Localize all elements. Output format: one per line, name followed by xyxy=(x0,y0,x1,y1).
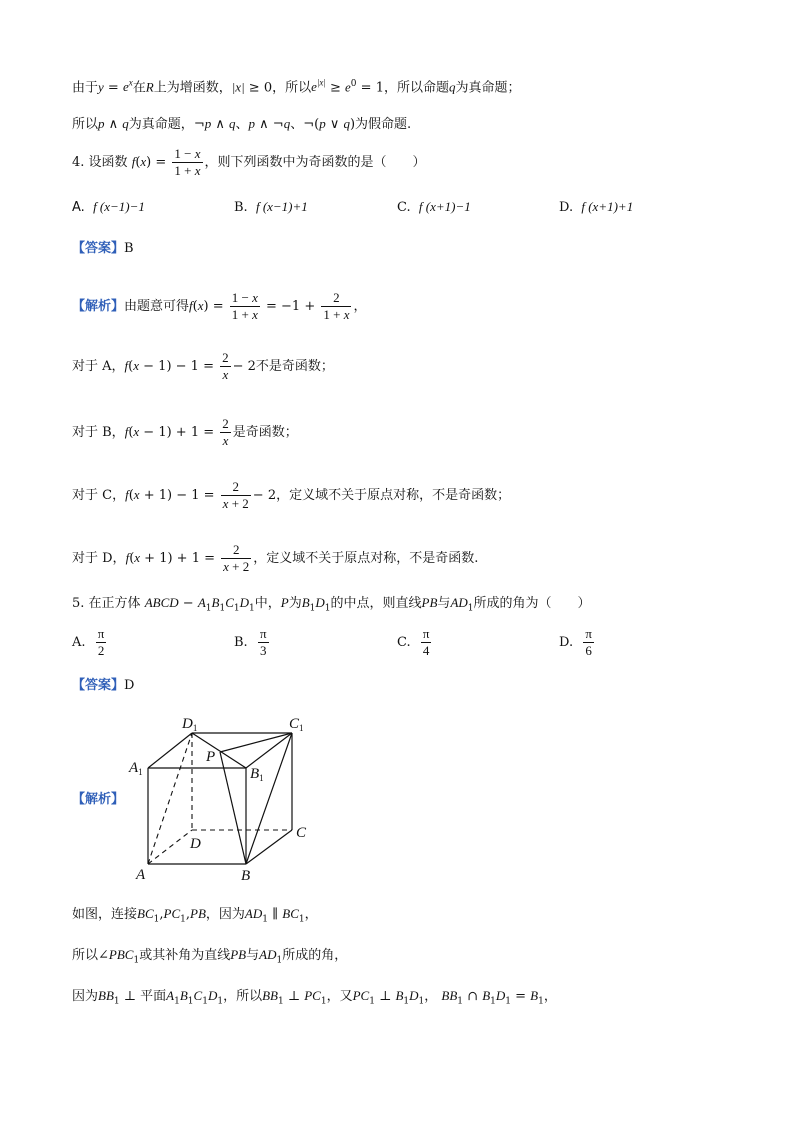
text: 或其补角为直线 xyxy=(139,948,231,963)
case-b: 对于 B，f(x − 1) + 1 = $\frac{2}{x}$ 是奇函数； xyxy=(72,416,298,448)
answer-4 xyxy=(72,240,134,258)
question-4: 4. 设函数 f(x) = $\frac{1 - x}{1 + x}$ ，则下列函数中为奇函数的是（ ） xyxy=(72,146,426,178)
label-b1: $B_1$ xyxy=(250,766,264,783)
label-c1: $C_1$ xyxy=(289,716,304,733)
question-number: 5. 在正方体 xyxy=(72,596,141,611)
text: 由题意可得 xyxy=(124,299,190,314)
option-d[interactable]: D. $\frac{\pi}{6}$ xyxy=(559,626,592,658)
fraction: $\frac{1 - x}{1 + x}$ xyxy=(174,146,201,178)
option-a[interactable]: A. $\frac{\pi}{2}$ xyxy=(72,626,105,658)
text: 所以 xyxy=(72,948,99,963)
text: ，所以 xyxy=(272,80,312,96)
text: 、 xyxy=(290,117,304,132)
option-d[interactable]: D. f (x+1)+1 xyxy=(559,199,634,215)
text: 不是奇函数； xyxy=(255,359,334,374)
solution-tag: 【解析】 xyxy=(72,299,125,314)
text: 因为 xyxy=(72,989,99,1004)
text: ，定义域不关于原点对称，不是奇函数. xyxy=(253,551,479,566)
text: ，所以命题 xyxy=(383,80,449,96)
text: 的中点，则直线 xyxy=(330,596,422,611)
text: 中， xyxy=(254,596,281,611)
text: 为真命题； xyxy=(455,80,521,96)
text: ， xyxy=(543,989,557,1004)
text: 与 xyxy=(437,596,451,611)
text: 所成的角为（ ） xyxy=(473,596,591,611)
answer-value: B xyxy=(124,241,134,256)
text: 为真命题， xyxy=(128,117,194,132)
text: 、 xyxy=(235,117,249,132)
case-a: 对于 A，f(x − 1) − 1 = $\frac{2}{x}$ − 2不是奇函数； xyxy=(72,350,334,382)
answer-5 xyxy=(72,677,134,695)
text: 对于 C， xyxy=(72,488,126,503)
option-c[interactable]: C. $\frac{\pi}{4}$ xyxy=(397,626,430,658)
answer-tag: 【答案】 xyxy=(72,241,125,256)
answer-value: D xyxy=(124,678,135,693)
solution-5-tag xyxy=(72,791,124,809)
answer-tag: 【答案】 xyxy=(72,678,125,693)
label-d1: $D_1$ xyxy=(182,716,198,733)
question-number: 4. 设函数 xyxy=(72,155,128,170)
option-b[interactable]: B. $\frac{\pi}{3}$ xyxy=(234,626,267,658)
text: 对于 A， xyxy=(72,359,125,374)
text: 对于 D， xyxy=(72,551,126,566)
case-c: 对于 C，f(x + 1) − 1 = $\frac{2}{x + 2}$ − 2，定义域不关于原点对称，不是奇函数； xyxy=(72,479,511,511)
text: 上为增函数， xyxy=(153,80,232,96)
connect-line: 如图，连接$BC_1,PC_1,PB$，因为$AD_1$ ∥ $BC_1$， xyxy=(72,906,318,925)
label-b: B xyxy=(241,868,251,884)
text-line-1: 由于$y = e^x$在R上为增函数，|x| ≥ 0，所以$e^{|x|} \ge e^0 = 1$，所以命题q为真命题； xyxy=(72,78,521,96)
solution-tag: 【解析】 xyxy=(72,792,125,807)
option-a[interactable]: A. f (x−1)−1 xyxy=(72,199,145,215)
angle-line: 所以$\angle PBC_1$或其补角为直线PB与$AD_1$所成的角， xyxy=(72,947,348,966)
question-5: 5. 在正方体 ABCD − $A_1B_1C_1D_1$中，P为$B_1D_1$的中点，则直线PB与$AD_1$所成的角为（ ） xyxy=(72,595,591,614)
text: ，所以 xyxy=(223,989,263,1004)
cube-figure xyxy=(126,712,326,887)
text: 所以 xyxy=(72,117,99,132)
label-a1: $A_1$ xyxy=(129,760,143,777)
case-d: 对于 D，f(x + 1) + 1 = $\frac{2}{x + 2}$ ，定义域不关于原点对称，不是奇函数. xyxy=(72,542,479,574)
text: ，则下列函数中为奇函数的是（ ） xyxy=(204,155,426,170)
option-b[interactable]: B. f (x−1)+1 xyxy=(234,199,308,215)
label-c: C xyxy=(296,825,307,841)
option-c[interactable]: C. f (x+1)−1 xyxy=(397,199,471,215)
label-a: A xyxy=(136,867,146,883)
text: ，又 xyxy=(326,989,353,1004)
label-d: D xyxy=(190,836,201,852)
text: ，因为 xyxy=(205,907,245,922)
text: 在 xyxy=(132,80,146,96)
text: ，定义域不关于原点对称，不是奇函数； xyxy=(276,488,511,503)
text-line-2: 所以p ∧ q为真命题，¬p ∧ q、p ∧ ¬q、¬(p ∨ q)为假命题. xyxy=(72,116,412,132)
text: 与 xyxy=(246,948,260,963)
text: 对于 B， xyxy=(72,425,125,440)
text: 如图，连接 xyxy=(72,907,138,922)
label-p: P xyxy=(206,749,216,765)
text: 是奇函数； xyxy=(232,425,298,440)
text: 为 xyxy=(288,596,302,611)
text: 为假命题. xyxy=(355,117,412,132)
text: 平面 xyxy=(140,989,167,1004)
text: 所成的角， xyxy=(282,948,348,963)
text: 由于 xyxy=(72,80,99,96)
because-line: 因为$BB_1$ ⊥ 平面$A_1B_1C_1D_1$，所以$BB_1$ ⊥ $PC_1$，又$PC_1$ ⊥ $B_1D_1$， $BB_1$ ∩ $B_1D_1 = B_1$， xyxy=(72,988,557,1007)
solution-4: 【解析】由题意可得f(x) = $\frac{1 - x}{1 + x}$ = −1 + $\frac{2}{1 + x}$ ， xyxy=(72,290,367,322)
